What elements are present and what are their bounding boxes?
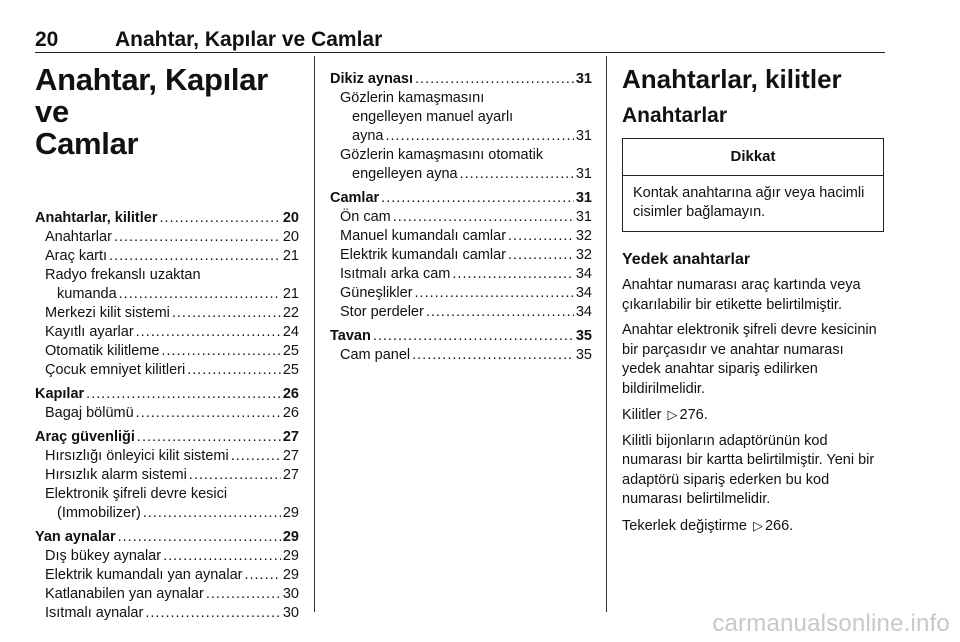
column-divider — [314, 56, 315, 612]
content-column — [622, 64, 886, 542]
reference-arrow-icon: ▷ — [667, 407, 678, 422]
toc-entry[interactable]: Manuel kumandalı camlar ..... 32 — [330, 227, 592, 246]
reference-arrow-icon: ▷ — [752, 517, 763, 533]
toc-entry[interactable]: Bagaj bölümü ..... 26 — [35, 404, 299, 423]
paragraph: Anahtar numarası araç kartında veya çıkarılabilir bir etikette belirtilmiştir. — [622, 277, 861, 313]
toc-entry[interactable]: Hırsızlık alarm sistemi ..... 27 — [35, 466, 299, 485]
paragraph: Kilitler ▷ 276. — [622, 407, 708, 423]
toc-entry[interactable]: Merkezi kilit sistemi ..... 22 — [35, 304, 299, 323]
toc-entry[interactable]: Ön cam ..... 31 — [330, 208, 592, 227]
paragraph: Tekerlek değiştirme ▷ 266. — [622, 517, 794, 534]
chapter-title: Anahtar, Kapılar ve Camlar — [35, 62, 268, 161]
toc-entry-wrap[interactable]: Elektronik şifreli devre kesici — [45, 486, 228, 502]
toc-section-entry[interactable]: Camlar ..... 31 — [330, 189, 592, 208]
page-number: 20 — [35, 28, 59, 51]
toc-entry[interactable]: Katlanabilen yan aynalar ..... 30 — [35, 585, 299, 604]
toc-entry[interactable]: (Immobilizer) ..... 29 — [35, 504, 299, 523]
topic-heading: Yedek anahtarlar — [622, 251, 751, 268]
toc-entry[interactable]: Güneşlikler ..... 34 — [330, 284, 592, 303]
toc-entry[interactable]: Anahtarlar ..... 20 — [35, 228, 299, 247]
watermark: carmanualsonline.info — [712, 610, 950, 637]
toc-section-entry[interactable]: Araç güvenliği ..... 27 — [35, 428, 299, 447]
toc-entry[interactable]: Kayıtlı ayarlar ..... 24 — [35, 323, 299, 342]
section-heading: Anahtarlar, kilitler — [622, 64, 842, 94]
toc-entry[interactable]: Cam panel ..... 35 — [330, 346, 592, 365]
toc-entry-wrap[interactable]: Gözlerin kamaşmasını otomatik — [340, 147, 544, 163]
toc-section-entry[interactable]: Anahtarlar, kilitler ..... 20 — [35, 209, 299, 228]
toc-entry[interactable]: Elektrik kumandalı camlar ..... 32 — [330, 246, 592, 265]
notice-title: Dikkat — [623, 139, 883, 176]
toc-section-entry[interactable]: Kapılar ..... 26 — [35, 385, 299, 404]
toc-entry[interactable]: Isıtmalı aynalar ..... 30 — [35, 604, 299, 623]
toc-column-1 — [35, 64, 299, 623]
toc-entry-wrap[interactable]: engelleyen manuel ayarlı — [352, 109, 514, 125]
paragraph: Kilitli bijonların adaptörünün kod numarası bir kartta belirtilmiştir. Yeni bir adaptörü sipariş ederken bu kod numarası belirtilmelidir. — [622, 432, 875, 507]
toc-section-entry[interactable]: Yan aynalar ..... 29 — [35, 528, 299, 547]
notice-box — [622, 138, 884, 232]
toc-entry-wrap[interactable]: Gözlerin kamaşmasını — [340, 90, 485, 106]
toc-entry[interactable]: Araç kartı ..... 21 — [35, 247, 299, 266]
paragraph: Anahtar elektronik şifreli devre kesicinin bir parçasıdır ve anahtar numarası yedek anahtar sipariş edilirken bildirilmelidir. — [622, 322, 877, 397]
toc-entry[interactable]: Çocuk emniyet kilitleri ..... 25 — [35, 361, 299, 380]
toc-entry[interactable]: Stor perdeler ..... 34 — [330, 303, 592, 322]
toc-entry[interactable]: Hırsızlığı önleyici kilit sistemi ..... 27 — [35, 447, 299, 466]
toc-entry-wrap[interactable]: Radyo frekanslı uzaktan — [45, 267, 201, 283]
page-reference-link[interactable]: 276. — [679, 407, 708, 423]
toc-entry[interactable]: engelleyen ayna ..... 31 — [330, 165, 592, 184]
notice-body: Kontak anahtarına ağır veya hacimli cisimler bağlamayın. — [633, 185, 865, 220]
toc-entry[interactable]: kumanda ..... 21 — [35, 285, 299, 304]
subsection-heading: Anahtarlar — [622, 104, 728, 127]
toc-entry[interactable]: Elektrik kumandalı yan aynalar ..... 29 — [35, 566, 299, 585]
toc-column-2 — [330, 70, 592, 365]
running-title: Anahtar, Kapılar ve Camlar — [115, 28, 383, 51]
toc-entry[interactable]: Otomatik kilitleme ..... 25 — [35, 342, 299, 361]
toc-section-entry[interactable]: Dikiz aynası ..... 31 — [330, 70, 592, 89]
toc-entry[interactable]: Isıtmalı arka cam ..... 34 — [330, 265, 592, 284]
column-divider — [606, 56, 607, 612]
page-header — [35, 30, 885, 53]
toc-entry[interactable]: ayna ..... 31 — [330, 127, 592, 146]
toc-section-entry[interactable]: Tavan ..... 35 — [330, 327, 592, 346]
toc-entry[interactable]: Dış bükey aynalar ..... 29 — [35, 547, 299, 566]
page-reference-link[interactable]: 266. — [764, 517, 794, 534]
